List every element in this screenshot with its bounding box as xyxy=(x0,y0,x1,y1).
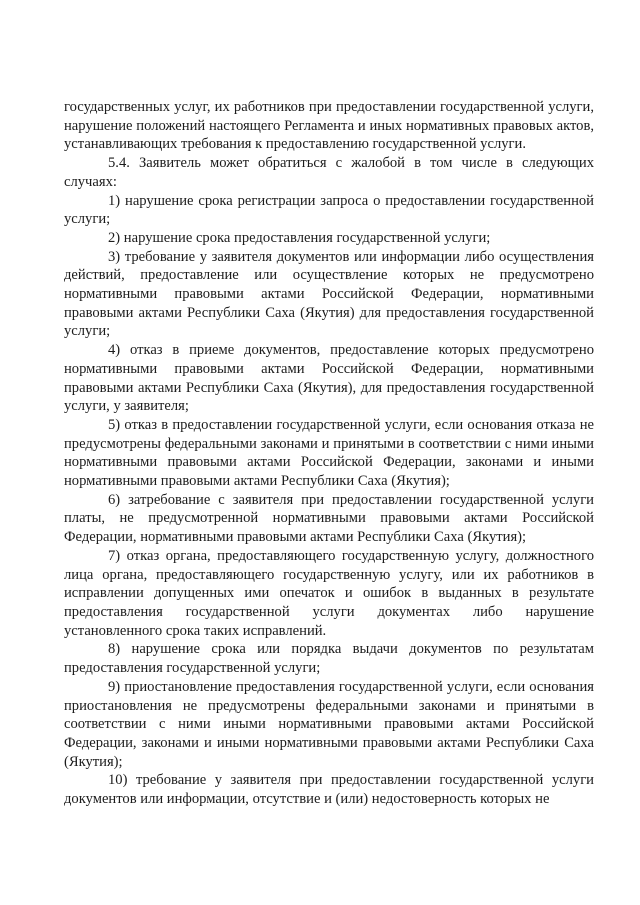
list-item-4: 4) отказ в приеме документов, предоставление которых предусмотрено нормативными правовыми актами Российской Федерации, нормативными правовыми актами Республики Саха (Якутия), для предоставления государственной услуги, у заявителя; xyxy=(64,342,594,415)
list-item-10: 10) требование у заявителя при предоставлении государственной услуги документов или информации, отсутствие и (или) недостоверность которых не xyxy=(64,772,594,808)
document-page xyxy=(64,98,594,809)
list-item-7: 7) отказ органа, предоставляющего государственную услугу, должностного лица органа, предоставляющего государственную услугу, или их работников в исправлении допущенных ими опечаток и ошибок в выданных в результате предоставления государственной услуги документах либо нарушение установленного срока таких исправлений. xyxy=(64,547,594,639)
paragraph-5-4: 5.4. Заявитель может обратиться с жалобой в том числе в следующих случаях: xyxy=(64,155,594,190)
list-item-9: 9) приостановление предоставления государственной услуги, если основания приостановления не предусмотрены федеральными законами и принятыми в соответствии с ними иными нормативными правовыми актами Российской Федерации, законами и иными нормативными правовыми актами Республики Саха (Якутия); xyxy=(64,678,594,770)
list-item-2: 2) нарушение срока предоставления государственной услуги; xyxy=(108,229,491,246)
list-item-5: 5) отказ в предоставлении государственной услуги, если основания отказа не предусмотрены федеральными законами и принятыми в соответствии с ними иными нормативными правовыми актами Российской Федерации, законами и иными нормативными правовыми актами Республики Саха (Якутия); xyxy=(64,416,594,490)
list-item-8: 8) нарушение срока или порядка выдачи документов по результатам предоставления государственной услуги; xyxy=(64,641,594,677)
list-item-6: 6) затребование с заявителя при предоставлении государственной услуги платы, не предусмотренной нормативными правовыми актами Российской Федерации, нормативными правовыми актами Республики Саха (Якутия); xyxy=(64,491,594,546)
paragraph-continuation: государственных услуг, их работников при предоставлении государственной услуги, нарушение положений настоящего Регламента и иных нормативных правовых актов, устанавливающих требования к предоставлению государственной услуги. xyxy=(64,99,594,153)
list-item-3: 3) требование у заявителя документов или информации либо осуществления действий, предоставление или осуществление которых не предусмотрено нормативными правовыми актами Российской Федерации, нормативными правовыми актами Республики Саха (Якутия) для предоставления государственной услуги; xyxy=(64,248,594,340)
list-item-1: 1) нарушение срока регистрации запроса о предоставлении государственной услуги; xyxy=(64,192,594,228)
